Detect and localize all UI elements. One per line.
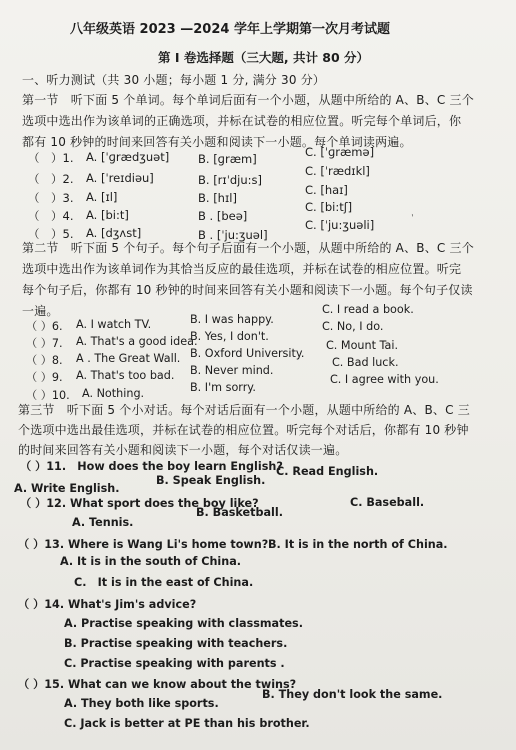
- q14-option-a: A. Practise speaking with classmates.: [64, 617, 303, 630]
- q3-option-b: B. [hɪl]: [198, 191, 237, 205]
- q9-option-a: A. That's too bad.: [76, 369, 175, 382]
- q5-option-a: A. [dʒʌst]: [86, 226, 142, 240]
- section1-line3: 都有 10 秒钟的时间来回答有关小题和阅读下一小题。每个单词读两遍。: [22, 135, 412, 149]
- q1-number: （ ）1.: [28, 151, 74, 165]
- section1-line1: 第一节 听下面 5 个单词。每个单词后面有一个小题，从题中所给的 A、B、C 三个: [22, 93, 474, 107]
- q11-option-a: A. Write English.: [14, 482, 120, 495]
- q7-option-b: B. Yes, I don't.: [190, 330, 269, 343]
- q11-option-c: C. Read English.: [276, 465, 379, 478]
- section2-line2: 选项中选出作为该单词作为其恰当反应的最佳选项，并标在试卷的相应位置。听完: [22, 262, 462, 276]
- q15-option-b: B. They don't look the same.: [262, 688, 443, 701]
- page-subtitle: 第 I 卷选择题（三大题, 共计 80 分）: [158, 50, 370, 65]
- q12-option-a: A. Tennis.: [72, 516, 134, 529]
- q14-option-c: C. Practise speaking with parents .: [64, 657, 285, 670]
- q1-option-c: C. [ˈɡræmə]: [305, 145, 375, 159]
- q13-option-b: B. It is in the north of China.: [268, 538, 448, 551]
- q6-option-b: B. I was happy.: [190, 313, 274, 326]
- q10-number: （ ）10.: [26, 389, 70, 402]
- q6-number: （ ）6.: [26, 320, 63, 333]
- q7-option-a: A. That's a good idea.: [76, 335, 198, 348]
- section2-line4: 一遍。: [22, 304, 59, 318]
- q10-option-c: C. I agree with you.: [330, 373, 439, 386]
- q3-option-a: A. [ɪl]: [86, 190, 118, 204]
- q15-option-c: C. Jack is better at PE than his brother.: [64, 717, 310, 730]
- section3-line3: 的时间来回答有关小题和阅读下一小题，每个对话仅读一遍。: [18, 443, 348, 457]
- q4-option-c: C. [bi:tʃ]: [305, 200, 353, 214]
- q12-option-b: B. Basketball.: [196, 506, 283, 519]
- q7-number: （ ）7.: [26, 337, 63, 350]
- q9-option-c: C. Bad luck.: [332, 356, 399, 369]
- section1-line2: 选项中选出作为该单词的正确选项，并标在试卷的相应位置。听完每个单词后，你: [22, 114, 462, 128]
- q8-option-a: A . The Great Wall.: [76, 352, 181, 365]
- q2-option-c: C. [ˈrædɪkl]: [305, 164, 370, 178]
- q10-option-b: B. I'm sorry.: [190, 381, 256, 394]
- q11-stem: （ ）11. How does the boy learn English?: [20, 460, 283, 473]
- q5-option-b: B . [ˈju:ʒuəl]: [198, 228, 268, 242]
- q1-option-a: A. [ˈɡrædʒuət]: [86, 150, 170, 164]
- q2-number: （ ）2.: [28, 172, 74, 186]
- q8-option-b: B. Oxford University.: [190, 347, 305, 360]
- q10-option-a: A. Nothing.: [82, 387, 145, 400]
- q11-option-b: B. Speak English.: [156, 474, 266, 487]
- q5-number: （ ）5.: [28, 227, 74, 241]
- q5-option-c: C. [ˈju:ʒuəli]: [305, 218, 375, 232]
- section3-line2: 个选项中选出最佳选项，并标在试卷的相应位置。听完每个对话后，你都有 10 秒钟: [18, 423, 469, 437]
- section2-line3: 每个句子后，你都有 10 秒钟的时间来回答有关小题和阅读下一小题。每个句子仅读: [22, 283, 473, 297]
- q2-option-a: A. [ˈreɪdiəu]: [86, 171, 154, 185]
- part1-heading: 一、听力测试（共 30 小题；每小题 1 分, 满分 30 分）: [22, 73, 326, 87]
- q1-option-b: B. [ɡræm]: [198, 152, 257, 166]
- q7-option-c: C. No, I do.: [322, 320, 384, 333]
- q13-stem: （ ）13. Where is Wang Li's home town?: [18, 538, 269, 551]
- q4-number: （ ）4.: [28, 209, 74, 223]
- q4-option-b: B . [beə]: [198, 209, 248, 223]
- q6-option-c: C. I read a book.: [322, 303, 414, 316]
- q14-option-b: B. Practise speaking with teachers.: [64, 637, 288, 650]
- q2-option-b: B. [rɪˈdju:s]: [198, 173, 262, 187]
- q9-number: （ ）9.: [26, 371, 63, 384]
- q14-stem: （ ）14. What's Jim's advice?: [18, 598, 197, 611]
- q12-option-c: C. Baseball.: [350, 496, 425, 509]
- q12-stem: （ ）12. What sport does the boy like?: [20, 497, 259, 510]
- q15-stem: （ ）15. What can we know about the twins?: [18, 678, 297, 691]
- section2-line1: 第二节 听下面 5 个句子。每个句子后面有一个小题，从题中所给的 A、B、C 三个: [22, 241, 474, 255]
- q6-option-a: A. I watch TV.: [76, 318, 152, 331]
- q8-option-c: C. Mount Tai.: [326, 339, 399, 352]
- q13-option-c: C. It is in the east of China.: [74, 576, 254, 589]
- q13-option-a: A. It is in the south of China.: [60, 555, 242, 568]
- q15-option-a: A. They both like sports.: [64, 697, 219, 710]
- q4-option-a: A. [bi:t]: [86, 208, 129, 222]
- pen-mark-icon: ˋ: [405, 213, 416, 226]
- page-title: 八年级英语 2023 —2024 学年上学期第一次月考试题: [70, 22, 390, 37]
- q9-option-b: B. Never mind.: [190, 364, 274, 377]
- q8-number: （ ）8.: [26, 354, 63, 367]
- section3-line1: 第三节 听下面 5 个小对话。每个对话后面有一个小题，从题中所给的 A、B、C 三: [18, 403, 470, 417]
- q3-number: （ ）3.: [28, 191, 74, 205]
- q3-option-c: C. [haɪ]: [305, 183, 348, 197]
